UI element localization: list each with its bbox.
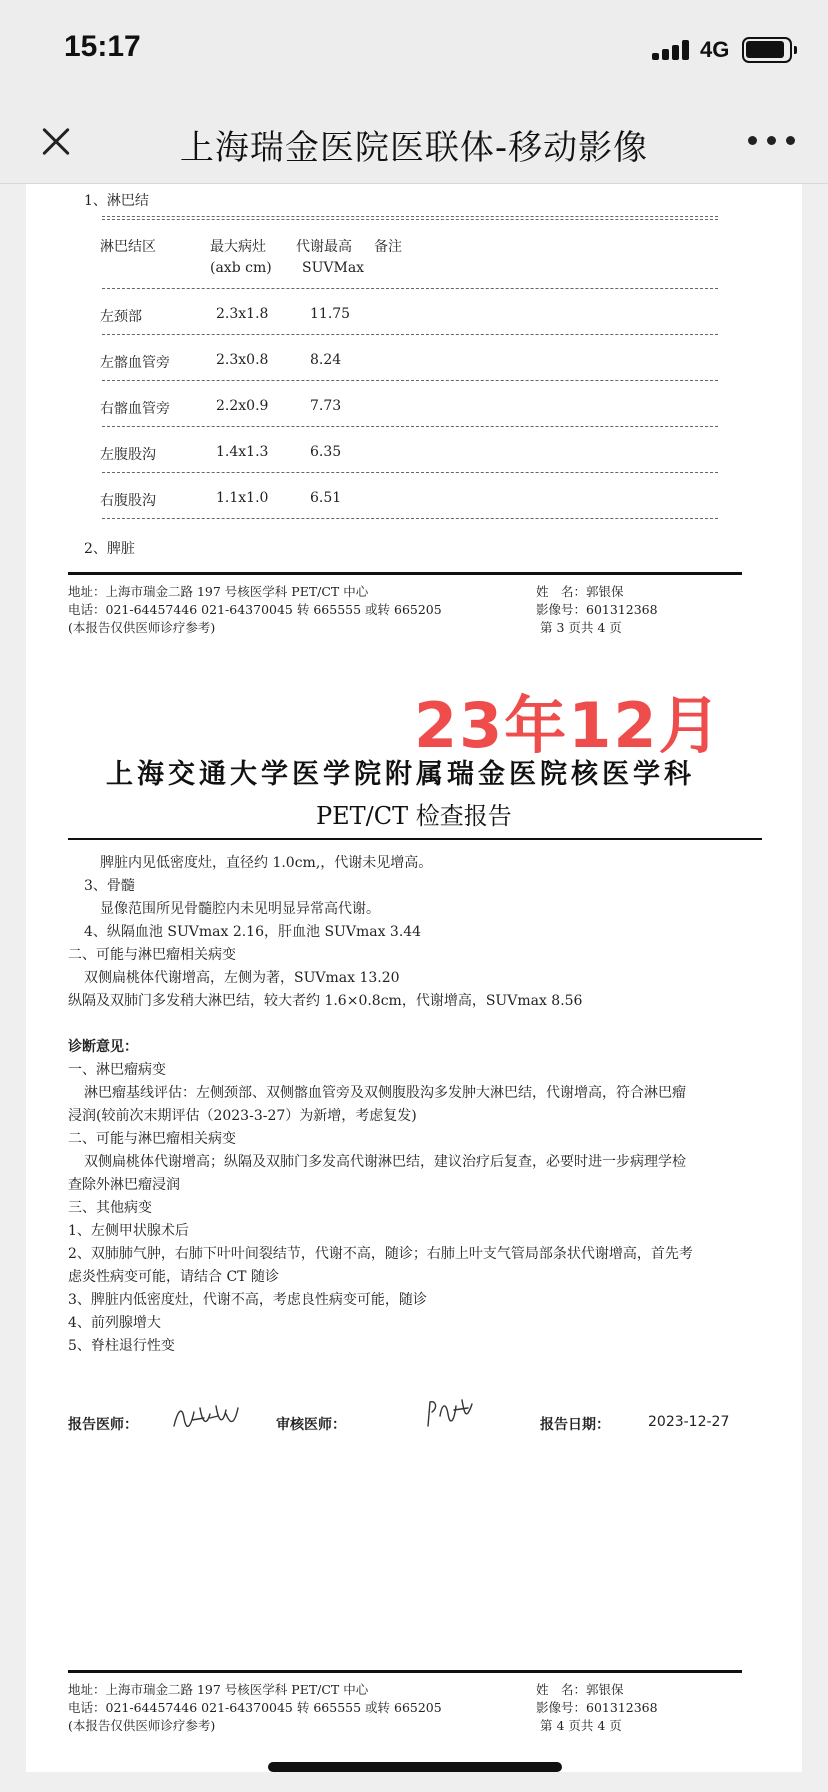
table-cell-size: 2.3x1.8 [216,306,269,322]
section-spleen: 2、脾脏 [84,541,135,557]
status-bar [0,0,828,100]
table-cell-suv: 11.75 [310,306,351,322]
diagnosis-line: 5、脊柱退行性变 [68,1338,175,1354]
diagnosis-line: 2、双肺肺气肿，右肺下叶叶间裂结节，代谢不高，随诊；右肺上叶支气管局部条状代谢增高，首先考 [68,1246,693,1262]
table-divider [102,334,718,335]
footer-disclaimer: (本报告仅供医师诊疗参考) [68,1718,216,1733]
diagnosis-line: 三、其他病变 [68,1200,152,1216]
table-cell-region: 左腹股沟 [100,447,156,463]
footer-disclaimer: (本报告仅供医师诊疗参考) [68,620,216,635]
table-cell-suv: 7.73 [310,398,342,414]
footer-patient-name: 姓 名：郭银保 [536,1682,624,1697]
section-lymph-nodes: 1、淋巴结 [84,193,149,209]
table-cell-suv: 6.51 [310,490,342,506]
finding-line: 3、骨髓 [84,878,135,894]
footer-image-number: 影像号：601312368 [536,602,658,617]
report-date: 2023-12-27 [648,1414,730,1430]
battery-icon [742,37,792,63]
table-cell-size: 2.3x0.8 [216,352,269,368]
col-header-suv: 代谢最高 [296,239,352,255]
header-rule [68,838,762,840]
finding-line: 纵隔及双肺门多发稍大淋巴结，较大者约 1.6×0.8cm，代谢增高，SUVmax 8.56 [68,993,583,1009]
col-header-max-lesion-unit: (axb cm) [210,260,272,276]
report-title: PET/CT 检查报告 [316,802,512,830]
diagnosis-line: 淋巴瘤基线评估：左侧颈部、双侧髂血管旁及双侧腹股沟多发肿大淋巴结，代谢增高，符合淋巴瘤 [84,1085,686,1101]
table-cell-size: 1.4x1.3 [216,444,269,460]
footer-phone: 电话：021-64457446 021-64370045 转 665555 或转 665205 [68,602,442,617]
col-header-region: 淋巴结区 [100,239,156,255]
col-header-max-lesion: 最大病灶 [210,239,266,255]
table-cell-region: 左髂血管旁 [100,355,170,371]
diagnosis-line: 二、可能与淋巴瘤相关病变 [68,1131,236,1147]
footer-phone: 电话：021-64457446 021-64370045 转 665555 或转 665205 [68,1700,442,1715]
diagnosis-line: 一、淋巴瘤病变 [68,1062,166,1078]
table-cell-suv: 6.35 [310,444,342,460]
table-cell-size: 2.2x0.9 [216,398,269,414]
more-options-icon[interactable] [748,136,796,148]
table-divider [102,472,718,473]
footer-address: 地址：上海市瑞金二路 197 号核医学科 PET/CT 中心 [68,584,369,599]
report-date-label: 报告日期： [540,1417,610,1433]
reporter-label: 报告医师： [68,1417,138,1433]
hospital-name: 上海交通大学医学院附属瑞金医院核医学科 [106,759,695,790]
reporter-signature [170,1400,242,1434]
col-header-suv-unit: SUVMax [302,260,365,276]
reviewer-label: 审核医师： [276,1417,346,1433]
col-header-note: 备注 [374,239,402,255]
table-divider [102,216,718,217]
diagnosis-line: 查除外淋巴瘤浸润 [68,1177,180,1193]
table-cell-region: 左颈部 [100,309,142,325]
home-indicator[interactable] [268,1762,562,1772]
table-cell-size: 1.1x1.0 [216,490,269,506]
diagnosis-line: 虑炎性病变可能，请结合 CT 随诊 [68,1269,279,1285]
footer-address: 地址：上海市瑞金二路 197 号核医学科 PET/CT 中心 [68,1682,369,1697]
report-document[interactable] [26,184,802,1772]
finding-line: 显像范围所见骨髓腔内未见明显异常高代谢。 [100,901,380,917]
diagnosis-line: 4、前列腺增大 [68,1315,161,1331]
footer-rule [68,572,742,575]
table-divider [102,219,718,220]
table-divider [102,288,718,289]
date-annotation: 23年12月 [414,689,723,762]
finding-line: 脾脏内见低密度灶，直径约 1.0cm,，代谢未见增高。 [100,855,433,871]
finding-line: 4、纵隔血池 SUVmax 2.16，肝血池 SUVmax 3.44 [84,924,422,940]
network-type: 4G [700,37,730,62]
table-divider [102,380,718,381]
footer-page-number: 第 4 页共 4 页 [540,1718,622,1733]
finding-line: 二、可能与淋巴瘤相关病变 [68,947,236,963]
reviewer-signature [424,1396,476,1430]
page-gutter [802,184,828,1792]
table-cell-suv: 8.24 [310,352,342,368]
close-icon[interactable] [36,122,76,162]
footer-patient-name: 姓 名：郭银保 [536,584,624,599]
diagnosis-line: 双侧扁桃体代谢增高；纵隔及双肺门多发高代谢淋巴结，建议治疗后复查，必要时进一步病理学检 [84,1154,686,1170]
finding-line: 双侧扁桃体代谢增高，左侧为著，SUVmax 13.20 [84,970,400,986]
diagnosis-heading: 诊断意见： [68,1039,138,1055]
cellular-signal-icon [652,40,692,60]
status-time: 15:17 [64,30,141,63]
table-divider [102,426,718,427]
diagnosis-line: 浸润(较前次末期评估（2023-3-27）为新增，考虑复发) [68,1108,417,1124]
nav-bar [0,100,828,184]
table-cell-region: 右髂血管旁 [100,401,170,417]
page-title: 上海瑞金医院医联体-移动影像 [179,128,649,168]
table-divider [102,518,718,519]
diagnosis-line: 1、左侧甲状腺术后 [68,1223,189,1239]
footer-image-number: 影像号：601312368 [536,1700,658,1715]
footer-rule [68,1670,742,1673]
table-cell-region: 右腹股沟 [100,493,156,509]
footer-page-number: 第 3 页共 4 页 [540,620,622,635]
diagnosis-line: 3、脾脏内低密度灶，代谢不高，考虑良性病变可能，随诊 [68,1292,427,1308]
